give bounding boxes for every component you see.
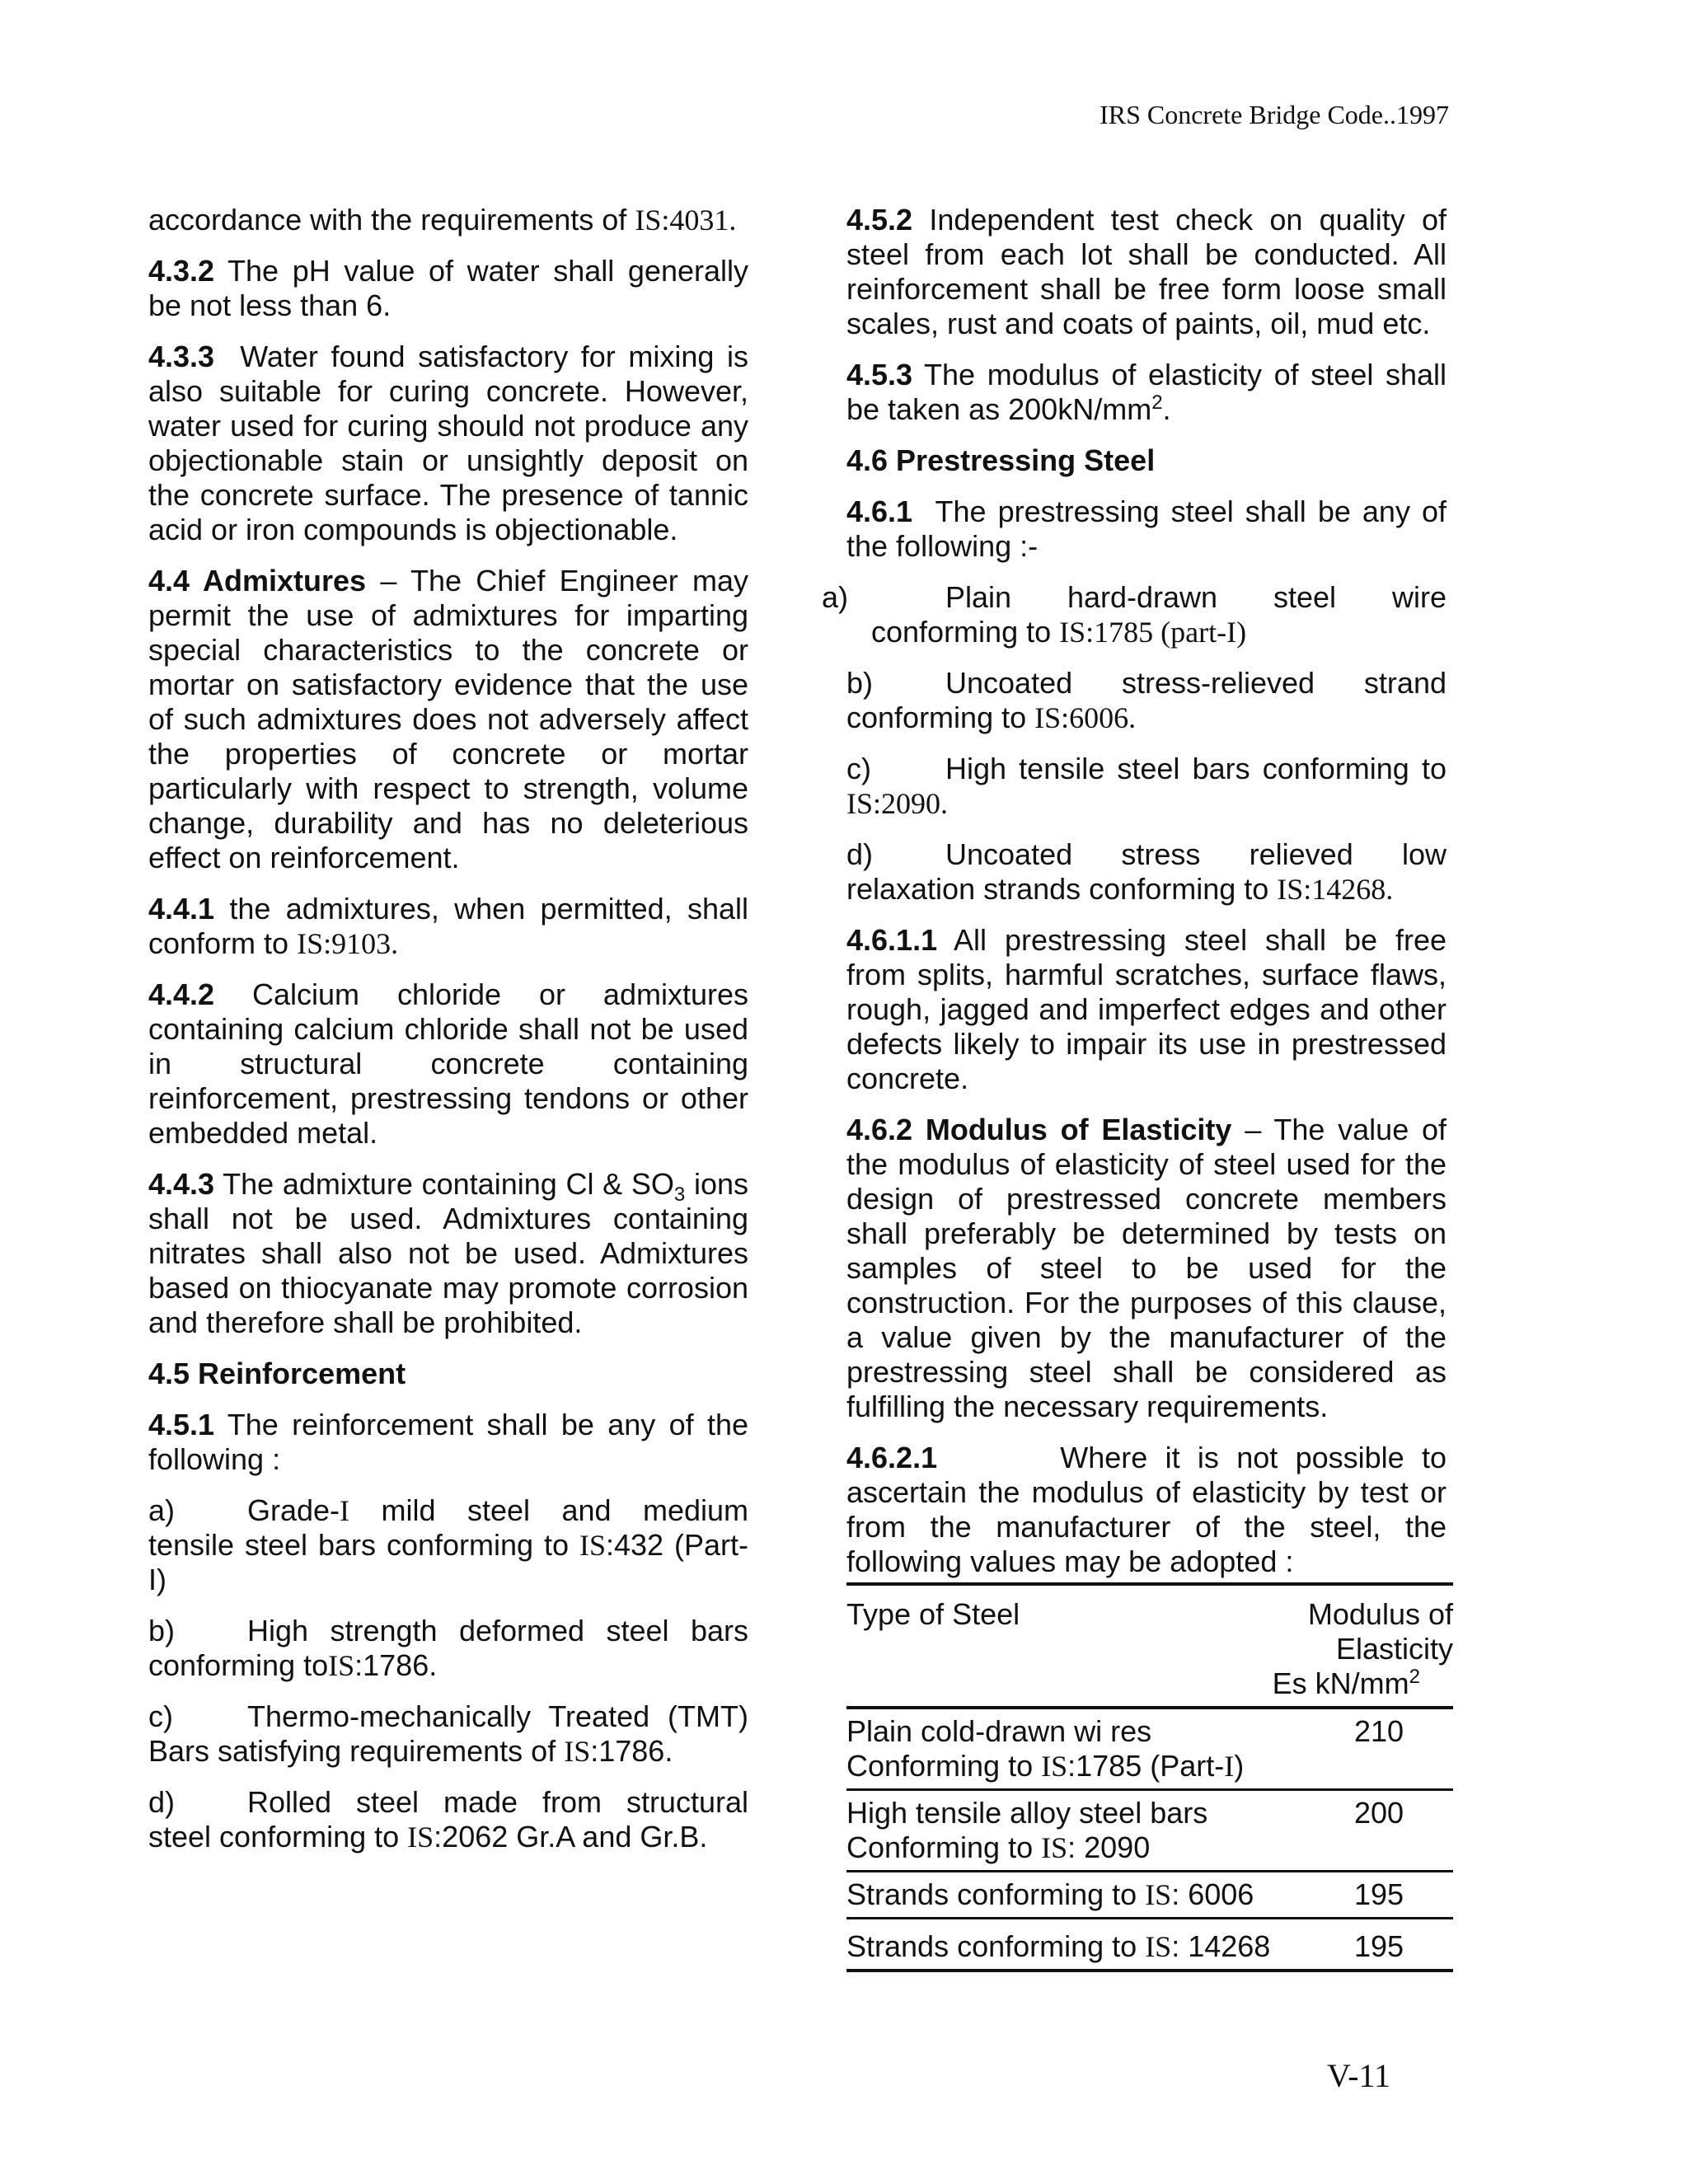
- clause-number: 4.4.3: [148, 1167, 215, 1201]
- clause-text: Where it is not possible to ascertain the modulus of elasticity by test or from the manufacturer of the steel, the following values may be adopted :: [846, 1441, 1447, 1578]
- clause-text: Water found satisfactory for mixing is also suitable for curing concrete. However, water used for curing should not produce any objectionable stain or unsightly deposit on the concrete surface. The presence of tannic acid or iron compounds is objectionable.: [148, 340, 748, 546]
- clause-4-4-3: [148, 1167, 748, 1340]
- header-modulus-label: Modulus of Elasticity: [1307, 1597, 1453, 1666]
- clause-text: The prestressing steel shall be any of the following :-: [846, 494, 1447, 563]
- cell-steel-type: [846, 1929, 1275, 1964]
- cell-text-part: Strands conforming to: [846, 1877, 1146, 1911]
- item-text: Plain hard-drawn steel wire conforming to: [871, 580, 1447, 649]
- item-text: I: [340, 1494, 350, 1527]
- list-item: [148, 1614, 748, 1683]
- item-text: Grade-: [247, 1493, 340, 1527]
- cell-text-part: Conforming to: [846, 1830, 1042, 1864]
- clause-4-5-3: [846, 358, 1447, 427]
- cell-modulus-value: 200: [1353, 1796, 1404, 1830]
- header-modulus-unit: [1205, 1666, 1453, 1701]
- standard-ref: IS:14268.: [1277, 873, 1394, 906]
- clause-text: the admixtures, when permitted, shall conform to: [148, 892, 748, 960]
- cell-text: High tensile alloy steel bars: [846, 1796, 1208, 1830]
- item-text: :432 (Part-I): [148, 1528, 748, 1596]
- clause-text: Independent test check on quality of steel from each lot shall be conducted. All reinforcement shall be free form loose small scales, rust and coats of paints, oil, mud etc.: [846, 203, 1447, 340]
- clause-4-5-1: [148, 1408, 748, 1477]
- item-text: :2062 Gr.A and Gr.B.: [434, 1820, 708, 1854]
- clause-number: 4.3.2: [148, 254, 215, 288]
- clause-text: – The Chief Engineer may permit the use of admixtures for imparting special characteristics to the concrete or mortar on satisfactory evidence that the use of such admixtures does not adversely affect the properties of concrete or mortar particularly with respect to strength, volume change, durability and has no deleterious effect on reinforcement.: [148, 564, 748, 874]
- table-row: [846, 1709, 1453, 1788]
- clause-4-4: [148, 564, 748, 875]
- clause-text: The reinforcement shall be any of the following :: [148, 1408, 748, 1476]
- list-item: [148, 1493, 748, 1597]
- item-text: mild steel and medium tensile steel bars conforming to: [148, 1493, 748, 1562]
- cell-steel-type: [846, 1877, 1275, 1912]
- list-item: [148, 1699, 748, 1769]
- standard-ref: IS: [1145, 1878, 1172, 1911]
- clause-4-6-1-1: [846, 923, 1447, 1096]
- clause-text: Calcium chloride or admixtures containing calcium chloride shall not be used in structural concrete containing reinforcement, prestressing tendons or other embedded metal.: [148, 977, 748, 1150]
- cell-modulus-value: 195: [1353, 1929, 1404, 1963]
- clause-number: 4.5.2: [846, 203, 913, 237]
- clause-4-4-1: [148, 892, 748, 961]
- cell-steel-type: [846, 1714, 1275, 1783]
- item-text: Rolled steel made from structural steel conforming to: [148, 1785, 748, 1854]
- table-row: [846, 1872, 1453, 1917]
- superscript: 2: [1409, 1666, 1420, 1688]
- clause-4-4-2: [148, 977, 748, 1151]
- list-label: c): [148, 1699, 173, 1733]
- cell-text: [846, 1749, 1275, 1783]
- table-rule: [846, 1969, 1453, 1972]
- header-type-of-steel: Type of Steel: [846, 1597, 1020, 1631]
- list-label: b): [846, 666, 874, 700]
- page-number: V-11: [1327, 2057, 1391, 2094]
- cell-modulus-value: 195: [1353, 1877, 1404, 1911]
- item-text: High strength deformed steel bars conforming to: [148, 1614, 748, 1682]
- cell-steel-type: [846, 1796, 1275, 1865]
- standard-ref: IS: [1041, 1750, 1068, 1783]
- header-modulus: [1205, 1597, 1453, 1701]
- standard-ref: IS: [407, 1821, 434, 1854]
- standard-ref: IS: [564, 1735, 591, 1768]
- list-item: [846, 666, 1447, 735]
- clause-number: 4.5.3: [846, 358, 913, 391]
- clause-text: – The value of the modulus of elasticity of steel used for the design of prestressed concrete members shall preferably be determined by tests on samples of steel to be used for the construction. For the purposes of this clause, a value given by the manufacturer of the prestressing steel shall be considered as fulfilling the necessary requirements.: [846, 1113, 1447, 1423]
- item-text: :1786.: [590, 1734, 673, 1768]
- superscript: 2: [1151, 391, 1163, 414]
- item-text: Uncoated stress relieved low relaxation strands conforming to: [846, 837, 1447, 906]
- clause-heading: 4.6.2 Modulus of Elasticity: [846, 1113, 1232, 1146]
- clause-4-3-2: [148, 254, 748, 323]
- clause-heading: 4.4 Admixtures: [148, 564, 367, 598]
- standard-ref: IS:9103.: [297, 927, 399, 960]
- list-item: [148, 1785, 748, 1854]
- clause-number: 4.6.1.1: [846, 923, 938, 957]
- cell-text: [846, 1830, 1275, 1865]
- subscript: 3: [673, 1183, 686, 1207]
- clause-text: ions shall not be used. Admixtures containing nitrates shall also not be used. Admixtures based on thiocyanate may promote corrosion and therefore shall be prohibited.: [148, 1167, 748, 1339]
- item-text: High tensile steel bars conforming to: [945, 752, 1447, 785]
- cell-modulus-value: 210: [1353, 1714, 1404, 1748]
- clause-number: 4.5.1: [148, 1408, 215, 1441]
- list-item: [846, 837, 1447, 907]
- clause-4-3-3: [148, 340, 748, 547]
- item-text: Thermo-mechanically Treated (TMT) Bars satisfying requirements of: [148, 1699, 748, 1768]
- cell-text-part: Strands conforming to: [846, 1929, 1146, 1963]
- clause-4-5-2: [846, 203, 1447, 341]
- table-row: [846, 1791, 1453, 1870]
- table-header-row: [846, 1586, 1453, 1706]
- list-label: b): [148, 1614, 176, 1647]
- clause-number: 4.3.3: [148, 340, 215, 373]
- clause-number: 4.4.2: [148, 977, 215, 1011]
- standard-ref: IS: [1041, 1831, 1068, 1864]
- cell-text: Plain cold-drawn wi res: [846, 1714, 1152, 1748]
- page-header: IRS Concrete Bridge Code..1997: [1100, 100, 1449, 129]
- cell-text-part: : 6006: [1171, 1877, 1254, 1911]
- list-label: a): [148, 1493, 176, 1527]
- clause-number: 4.6.2.1: [846, 1441, 938, 1474]
- right-column: [822, 203, 1453, 1972]
- cell-text-part: I: [1224, 1750, 1235, 1783]
- paragraph-continuation: [148, 203, 748, 237]
- section-heading-reinforcement: 4.5 Reinforcement: [148, 1357, 406, 1390]
- cell-text-part: : 2090: [1067, 1830, 1151, 1864]
- list-item: [846, 752, 1447, 821]
- list-label: a): [822, 580, 849, 614]
- standard-ref: IS: [328, 1649, 355, 1682]
- modulus-table: [846, 1582, 1453, 1972]
- item-text: Uncoated stress-relieved strand conforming to: [846, 666, 1447, 734]
- left-column: [148, 203, 748, 1871]
- standard-ref: IS: [579, 1529, 606, 1562]
- table-row: [846, 1919, 1453, 1969]
- cell-text-part: :1785 (Part-: [1067, 1749, 1225, 1783]
- clause-4-6-1: [846, 494, 1447, 564]
- clause-text: All prestressing steel shall be free from splits, harmful scratches, surface flaws, rough, jagged and imperfect edges and other defects likely to impair its use in prestressed concrete.: [846, 923, 1447, 1095]
- standard-ref: IS:1785 (part-I): [1059, 616, 1247, 649]
- clause-number: 4.4.1: [148, 892, 215, 926]
- list-label: c): [846, 752, 871, 785]
- cell-text-part: Conforming to: [846, 1749, 1042, 1783]
- continuation-text: accordance with the requirements of: [148, 203, 627, 237]
- clause-number: 4.6.1: [846, 494, 913, 528]
- section-heading-prestressing-steel: 4.6 Prestressing Steel: [846, 443, 1156, 477]
- clause-text: The admixture containing Cl & SO: [223, 1167, 674, 1201]
- clause-4-6-2-1: [846, 1441, 1447, 1579]
- clause-text: .: [1162, 392, 1171, 426]
- clause-text: The modulus of elasticity of steel shall be taken as 200kN/mm: [846, 358, 1447, 426]
- standard-ref: IS:4031.: [635, 204, 737, 237]
- standard-ref: IS:2090.: [846, 787, 949, 820]
- cell-text-part: : 14268: [1171, 1929, 1271, 1963]
- unit-text: Es kN/mm: [1272, 1666, 1409, 1700]
- clause-text: The pH value of water shall generally be not less than 6.: [148, 254, 749, 322]
- list-label: d): [148, 1785, 176, 1819]
- clause-4-6-2: [846, 1113, 1447, 1424]
- list-item: [822, 580, 1447, 649]
- list-label: d): [846, 837, 874, 871]
- cell-text-part: ): [1234, 1749, 1245, 1783]
- standard-ref: IS:6006.: [1034, 701, 1137, 734]
- item-text: :1786.: [354, 1648, 438, 1682]
- standard-ref: IS: [1145, 1930, 1172, 1963]
